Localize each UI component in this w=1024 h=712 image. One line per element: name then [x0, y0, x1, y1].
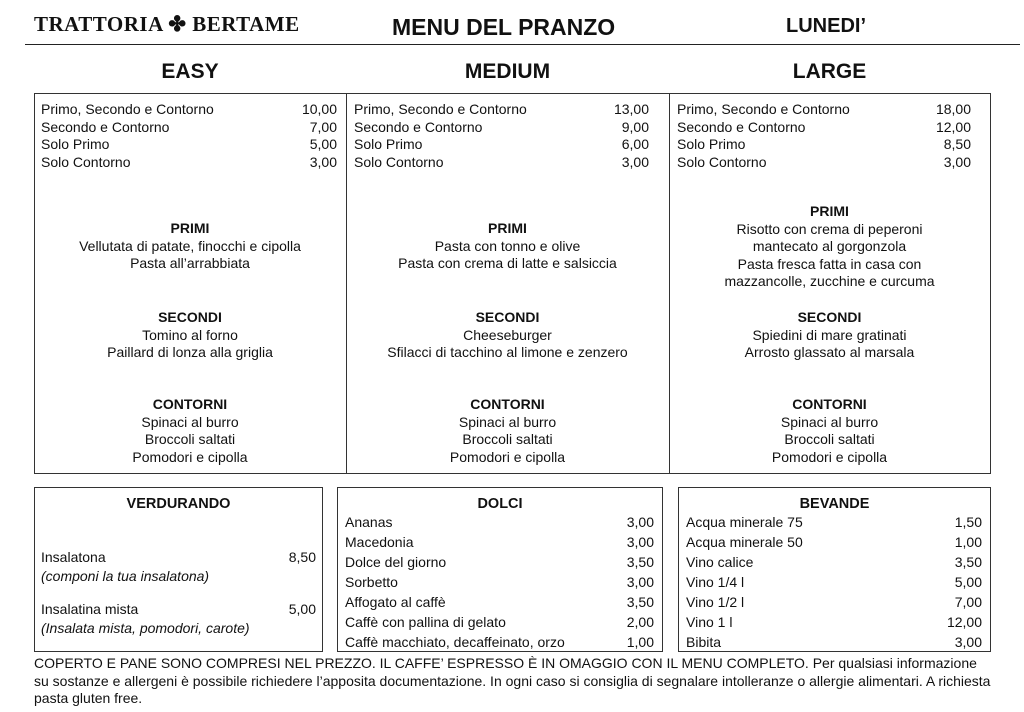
list-item	[686, 512, 982, 532]
primi-section-easy	[34, 220, 346, 273]
list-item	[686, 632, 982, 652]
item-price: 3,00	[626, 534, 654, 550]
item-label: Caffè con pallina di gelato	[345, 614, 506, 630]
price-row	[354, 136, 649, 154]
contorni-section-large	[669, 396, 990, 466]
item-label: Caffè macchiato, decaffeinato, orzo	[345, 634, 565, 650]
tier-heading-medium: MEDIUM	[464, 60, 551, 83]
dish: Pomodori e cipolla	[449, 448, 566, 465]
price-list-easy	[41, 101, 337, 171]
item-label: Insalatona	[41, 549, 106, 565]
restaurant-logo: TRATTORIA ✤ BERTAME	[34, 12, 300, 36]
dish: Vellutata di patate, finocchi e cipolla	[79, 237, 301, 254]
dish: Pasta con crema di latte e salsiccia	[398, 255, 617, 271]
item-price: 3,50	[954, 554, 982, 570]
section-heading: BEVANDE	[799, 496, 870, 512]
item-label: Insalatina mista	[41, 601, 139, 617]
list-item	[345, 592, 654, 612]
price-row	[354, 119, 649, 137]
item-label: Dolce del giorno	[345, 554, 447, 570]
page-title: MENU DEL PRANZO	[392, 14, 616, 40]
dish: Spinaci al burro	[458, 413, 557, 430]
dish: Arrosto glassato al marsala	[744, 344, 915, 360]
tier-heading-easy: EASY	[161, 60, 219, 83]
item-price: 1,50	[954, 514, 982, 530]
day-label: LUNEDI’	[786, 15, 866, 37]
price-row	[41, 154, 337, 172]
item-label: Vino 1/2 l	[686, 594, 745, 610]
price-value: 18,00	[935, 101, 971, 117]
item-price: 3,50	[626, 594, 654, 610]
dish: Spinaci al burro	[780, 413, 879, 430]
price-row	[41, 136, 337, 154]
price-label: Solo Contorno	[41, 153, 131, 170]
price-value: 8,50	[943, 136, 971, 152]
dish: Pasta con tonno e olive	[434, 237, 581, 254]
dish: Tomino al forno	[142, 326, 238, 343]
item-price: 7,00	[954, 594, 982, 610]
item-price: 1,00	[626, 634, 654, 650]
list-item	[686, 592, 982, 612]
section-heading: VERDURANDO	[126, 496, 231, 512]
section-heading: CONTORNI	[470, 396, 545, 412]
item-label: Bibita	[686, 634, 722, 650]
item-label: Vino 1/4 l	[686, 574, 745, 590]
list-item	[686, 572, 982, 592]
dish: Pasta all’arrabbiata	[130, 255, 250, 271]
price-value: 6,00	[621, 136, 649, 152]
item-price: 3,00	[954, 634, 982, 650]
secondi-section-large	[669, 309, 990, 362]
dish: Broccoli saltati	[784, 431, 875, 447]
price-row	[41, 119, 337, 137]
dish: Risotto con crema di peperoni	[736, 220, 923, 237]
section-heading: SECONDI	[158, 309, 222, 325]
section-heading: PRIMI	[488, 220, 527, 236]
price-label: Solo Primo	[354, 136, 423, 152]
price-label: Primo, Secondo e Contorno	[677, 101, 850, 117]
section-heading: DOLCI	[477, 496, 523, 512]
price-row	[354, 101, 649, 119]
list-item	[345, 632, 654, 652]
section-heading: PRIMI	[810, 203, 849, 219]
item-label: Vino 1 l	[686, 614, 733, 630]
dish: Broccoli saltati	[144, 431, 236, 447]
verdurando-box	[34, 487, 323, 652]
dish: Spinaci al burro	[141, 413, 239, 430]
dish: Paillard di lonza alla griglia	[107, 344, 273, 360]
price-list-medium	[354, 101, 649, 171]
primi-section-medium	[346, 220, 669, 273]
price-value: 3,00	[943, 153, 971, 170]
item-label: Sorbetto	[345, 574, 398, 590]
list-item	[345, 612, 654, 632]
list-item	[345, 532, 654, 552]
item-price: 3,50	[626, 554, 654, 570]
item-label: Macedonia	[345, 534, 414, 550]
dolci-list	[345, 512, 654, 652]
price-value: 3,00	[309, 153, 337, 170]
price-label: Primo, Secondo e Contorno	[354, 101, 527, 117]
price-value: 5,00	[309, 136, 337, 152]
item-label: Acqua minerale 75	[686, 514, 803, 530]
secondi-section-easy	[34, 309, 346, 362]
price-value: 9,00	[621, 118, 649, 135]
item-price: 5,00	[954, 574, 982, 590]
list-item	[686, 532, 982, 552]
dish: Pomodori e cipolla	[132, 448, 248, 465]
verdurando-item	[41, 600, 316, 638]
list-item	[345, 552, 654, 572]
item-price: 2,00	[626, 614, 654, 630]
price-row	[677, 119, 971, 137]
footer-note: COPERTO E PANE SONO COMPRESI NEL PREZZO. IL CAFFE’ ESPRESSO È IN OMAGGIO CON IL MENU COMPLETO. Per qualsiasi informazione su sostanze e allergeni è possibile richiedere l’apposita documentazione. In ogni caso si consiglia di segnalare intolleranze o allergie alimentari. A richiesta pasta gluten free.	[34, 655, 991, 706]
price-row	[677, 154, 971, 172]
header-divider	[25, 44, 1020, 45]
list-item	[686, 552, 982, 572]
list-item	[345, 572, 654, 592]
item-note: (Insalata mista, pomodori, carote)	[41, 620, 250, 636]
section-heading: CONTORNI	[792, 396, 867, 412]
section-heading: CONTORNI	[152, 396, 228, 412]
item-price: 8,50	[288, 549, 316, 565]
contorni-section-medium	[346, 396, 669, 466]
price-value: 3,00	[621, 153, 649, 170]
item-price: 1,00	[954, 534, 982, 550]
item-price: 3,00	[626, 574, 654, 590]
price-value: 10,00	[301, 101, 337, 117]
price-list-large	[677, 101, 971, 171]
dish: Pasta fresca fatta in casa con	[737, 255, 922, 272]
price-label: Solo Primo	[41, 136, 110, 152]
dish: Cheeseburger	[463, 326, 552, 343]
section-heading: SECONDI	[797, 309, 862, 325]
price-value: 12,00	[935, 118, 971, 135]
price-label: Secondo e Contorno	[41, 118, 170, 135]
dish: Broccoli saltati	[462, 431, 553, 447]
item-price: 3,00	[626, 514, 654, 530]
secondi-section-medium	[346, 309, 669, 362]
price-row	[677, 101, 971, 119]
item-label: Ananas	[345, 514, 393, 530]
contorni-section-easy	[34, 396, 346, 466]
section-heading: PRIMI	[170, 220, 210, 236]
item-label: Affogato al caffè	[345, 594, 446, 610]
tier-heading-large: LARGE	[792, 60, 867, 83]
price-label: Primo, Secondo e Contorno	[41, 101, 214, 117]
price-label: Solo Contorno	[677, 153, 767, 170]
bevande-box	[678, 487, 991, 652]
list-item	[345, 512, 654, 532]
price-label: Secondo e Contorno	[354, 118, 483, 135]
item-label: Vino calice	[686, 554, 754, 570]
dish: mazzancolle, zucchine e curcuma	[724, 273, 935, 289]
price-label: Secondo e Contorno	[677, 118, 806, 135]
bevande-list	[686, 512, 982, 652]
dolci-box	[337, 487, 663, 652]
price-row	[677, 136, 971, 154]
price-row	[354, 154, 649, 172]
item-label: Acqua minerale 50	[686, 534, 803, 550]
list-item	[686, 612, 982, 632]
item-price: 5,00	[288, 601, 316, 617]
dish: mantecato al gorgonzola	[752, 238, 907, 254]
price-label: Solo Contorno	[354, 153, 444, 170]
price-label: Solo Primo	[677, 136, 746, 152]
dish: Pomodori e cipolla	[771, 448, 888, 465]
dish: Spiedini di mare gratinati	[752, 326, 907, 343]
section-heading: SECONDI	[475, 309, 540, 325]
item-note: (componi la tua insalatona)	[41, 568, 210, 584]
verdurando-item	[41, 548, 316, 586]
price-row	[41, 101, 337, 119]
primi-section-large	[669, 203, 990, 291]
price-value: 13,00	[613, 101, 649, 117]
price-value: 7,00	[309, 118, 337, 135]
item-price: 12,00	[946, 614, 982, 630]
dish: Sfilacci di tacchino al limone e zenzero	[387, 344, 628, 360]
